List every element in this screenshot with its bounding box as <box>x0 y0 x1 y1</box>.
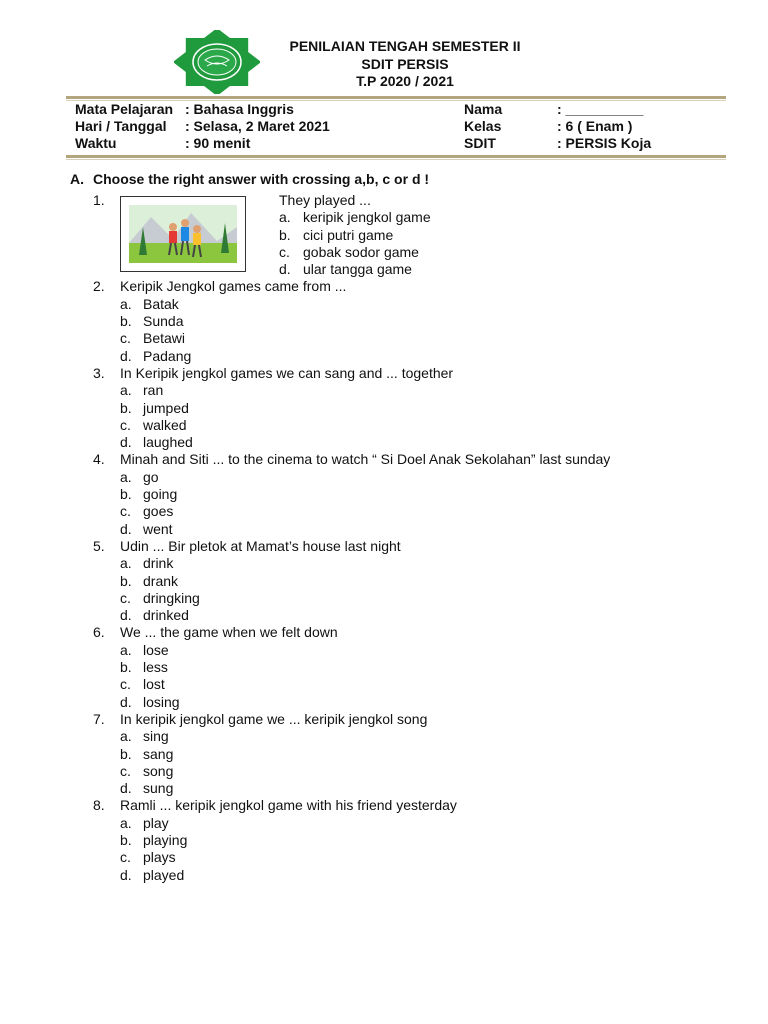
option-letter: a. <box>120 382 132 399</box>
option-text: cici putri game <box>303 226 394 243</box>
answer-option[interactable] <box>0 417 768 434</box>
answer-option[interactable] <box>0 296 768 313</box>
option-text: ular tangga game <box>303 261 412 278</box>
option-letter: d. <box>120 347 132 364</box>
answer-option[interactable] <box>0 330 768 347</box>
option-text: go <box>143 468 159 485</box>
option-text: gobak sodor game <box>303 243 419 260</box>
header-divider-bottom <box>66 155 726 158</box>
question-text: In keripik jengkol game we ... keripik jengkol song <box>120 710 428 727</box>
question-text: In Keripik jengkol games we can sang and ... together <box>120 364 454 381</box>
answer-option[interactable] <box>0 400 768 417</box>
class-label: Kelas <box>464 118 502 134</box>
name-value: : __________ <box>557 101 644 117</box>
name-label: Nama <box>464 101 503 117</box>
answer-option[interactable] <box>0 573 768 590</box>
header-titles <box>255 38 555 91</box>
option-text: walked <box>143 416 187 433</box>
answer-option[interactable] <box>0 503 768 520</box>
date-value: : Selasa, 2 Maret 2021 <box>185 118 330 134</box>
answer-option[interactable] <box>0 849 768 866</box>
info-row <box>75 118 725 135</box>
time-value: : 90 menit <box>185 135 251 151</box>
option-text: drinked <box>143 607 189 624</box>
option-letter: d. <box>120 607 132 624</box>
option-text: jumped <box>143 399 189 416</box>
answer-option[interactable] <box>0 348 768 365</box>
option-letter: b. <box>120 572 132 589</box>
date-label: Hari / Tanggal <box>75 118 167 134</box>
option-letter: c. <box>120 416 131 433</box>
option-letter: b. <box>120 745 132 762</box>
option-letter: a. <box>120 468 132 485</box>
info-row <box>75 135 725 152</box>
option-letter: b. <box>120 831 132 848</box>
option-letter: d. <box>120 693 132 710</box>
option-letter: c. <box>120 503 131 520</box>
persis-star-emblem-icon <box>174 30 260 94</box>
school-name: SDIT PERSIS <box>361 55 449 72</box>
option-text: played <box>143 866 185 883</box>
option-letter: c. <box>120 330 131 347</box>
question-text: Udin ... Bir pletok at Mamat’s house last night <box>120 537 401 554</box>
option-letter: d. <box>279 261 291 278</box>
option-text: losing <box>143 693 180 710</box>
question-2 <box>0 278 768 295</box>
answer-option[interactable] <box>0 728 768 745</box>
option-letter: c. <box>120 849 131 866</box>
answer-option[interactable] <box>0 313 768 330</box>
answer-option[interactable] <box>0 642 768 659</box>
question-text: We ... the game when we felt down <box>120 624 338 641</box>
option-letter: c. <box>120 589 131 606</box>
question-1 <box>0 192 768 209</box>
question-list <box>0 192 768 884</box>
option-text: less <box>143 659 168 676</box>
time-label: Waktu <box>75 135 117 151</box>
option-text: plays <box>143 849 176 866</box>
option-letter: a. <box>120 641 132 658</box>
option-text: play <box>143 814 169 831</box>
info-row <box>75 101 725 118</box>
answer-option[interactable] <box>0 590 768 607</box>
answer-option[interactable] <box>0 815 768 832</box>
section-letter: A. <box>70 171 84 187</box>
option-letter: a. <box>279 209 291 226</box>
question-text: Ramli ... keripik jengkol game with his friend yesterday <box>120 797 457 814</box>
answer-option[interactable] <box>0 676 768 693</box>
question-number: 3. <box>93 364 105 381</box>
answer-option[interactable] <box>0 659 768 676</box>
answer-option[interactable] <box>0 469 768 486</box>
header-divider-top <box>66 96 726 99</box>
answer-option[interactable] <box>0 486 768 503</box>
option-text: lose <box>143 641 169 658</box>
answer-option[interactable] <box>0 694 768 711</box>
option-text: went <box>143 520 173 537</box>
answer-option[interactable] <box>0 209 768 226</box>
question-text: Minah and Siti ... to the cinema to watch “ Si Doel Anak Sekolahan” last sunday <box>120 451 611 468</box>
option-letter: b. <box>120 399 132 416</box>
option-text: lost <box>143 676 165 693</box>
question-8 <box>0 797 768 814</box>
answer-option[interactable] <box>0 763 768 780</box>
option-letter: a. <box>120 728 132 745</box>
option-text: going <box>143 486 178 503</box>
option-letter: b. <box>120 313 132 330</box>
question-number: 7. <box>93 710 105 727</box>
answer-option[interactable] <box>0 521 768 538</box>
option-letter: a. <box>120 295 132 312</box>
answer-option[interactable] <box>0 555 768 572</box>
option-text: Padang <box>143 347 192 364</box>
option-text: goes <box>143 503 174 520</box>
option-letter: a. <box>120 814 132 831</box>
question-text: Keripik Jengkol games came from ... <box>120 278 347 295</box>
option-letter: c. <box>120 676 131 693</box>
question-text: They played ... <box>279 192 371 208</box>
option-text: keripik jengkol game <box>303 209 431 226</box>
answer-option[interactable] <box>0 244 768 261</box>
question-number: 2. <box>93 278 105 295</box>
answer-option[interactable] <box>0 261 768 278</box>
option-text: Batak <box>143 295 179 312</box>
option-letter: c. <box>279 243 290 260</box>
school-year: T.P 2020 / 2021 <box>356 73 454 89</box>
option-letter: d. <box>120 866 132 883</box>
answer-option[interactable] <box>0 832 768 849</box>
option-letter: b. <box>279 226 291 243</box>
header-divider-bottom-thin <box>66 159 726 160</box>
question-4 <box>0 451 768 468</box>
answer-option[interactable] <box>0 227 768 244</box>
section-text: Choose the right answer with crossing a,b, c or d ! <box>93 171 430 187</box>
option-letter: c. <box>120 762 131 779</box>
option-text: sang <box>143 745 174 762</box>
option-text: song <box>143 762 174 779</box>
option-text: drink <box>143 555 174 572</box>
question-number: 8. <box>93 797 105 814</box>
option-text: sing <box>143 728 169 745</box>
subject-label: Mata Pelajaran <box>75 101 174 117</box>
question-3 <box>0 365 768 382</box>
question-number: 4. <box>93 451 105 468</box>
answer-option[interactable] <box>0 434 768 451</box>
question-number: 1. <box>93 192 105 208</box>
answer-option[interactable] <box>0 607 768 624</box>
exam-info-block <box>75 101 725 152</box>
question-7 <box>0 711 768 728</box>
option-text: Betawi <box>143 330 186 347</box>
option-text: ran <box>143 382 164 399</box>
question-number: 5. <box>93 537 105 554</box>
option-text: dringking <box>143 589 200 606</box>
answer-option[interactable] <box>0 382 768 399</box>
sdit-value: : PERSIS Koja <box>557 135 652 151</box>
answer-option[interactable] <box>0 746 768 763</box>
exam-title: PENILAIAN TENGAH SEMESTER II <box>289 38 521 54</box>
question-number: 6. <box>93 624 105 641</box>
option-letter: d. <box>120 780 132 797</box>
option-text: Sunda <box>143 313 184 330</box>
option-text: sung <box>143 780 174 797</box>
question-6 <box>0 624 768 641</box>
option-text: laughed <box>143 434 193 451</box>
answer-option[interactable] <box>0 780 768 797</box>
option-letter: b. <box>120 486 132 503</box>
sdit-label: SDIT <box>464 135 496 151</box>
option-letter: d. <box>120 520 132 537</box>
question-5 <box>0 538 768 555</box>
option-letter: b. <box>120 659 132 676</box>
option-text: playing <box>143 831 188 848</box>
option-letter: d. <box>120 434 132 451</box>
class-value: : 6 ( Enam ) <box>557 118 633 134</box>
option-text: drank <box>143 572 179 589</box>
option-letter: a. <box>120 555 132 572</box>
subject-value: : Bahasa Inggris <box>185 101 294 117</box>
answer-option[interactable] <box>0 867 768 884</box>
